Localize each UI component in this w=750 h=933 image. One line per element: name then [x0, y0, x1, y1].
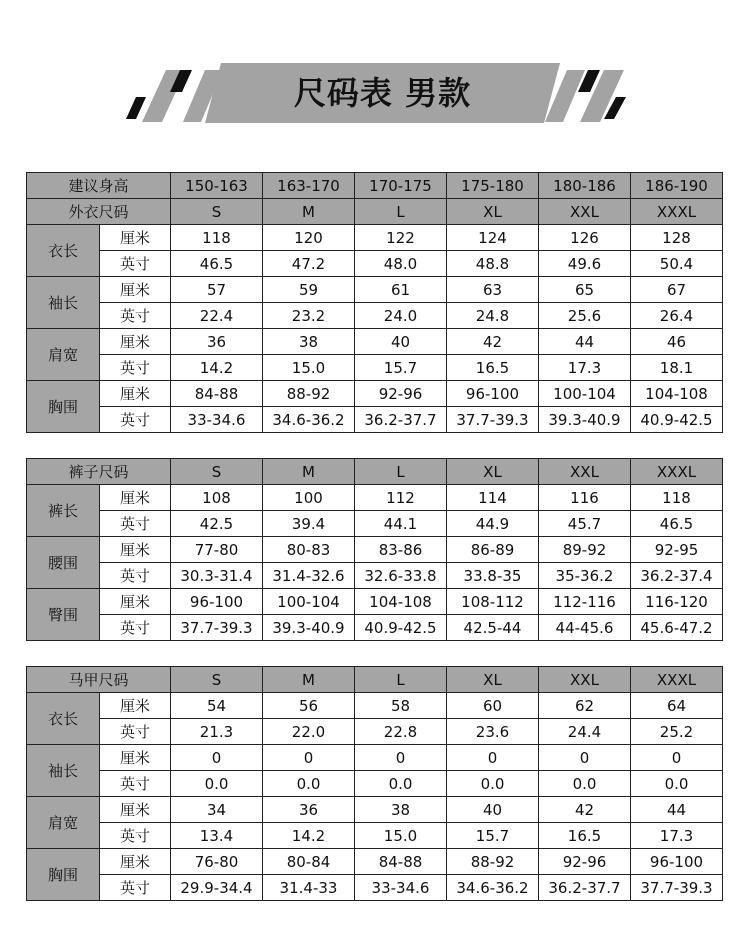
size-value: 65 — [539, 277, 631, 303]
size-value: 0 — [355, 745, 447, 771]
size-value: 92-95 — [631, 537, 723, 563]
pants-size-table — [26, 458, 723, 641]
unit-label: 厘米 — [100, 537, 171, 563]
unit-label: 厘米 — [100, 485, 171, 511]
size-value: 33-34.6 — [171, 407, 263, 433]
size-value: 23.2 — [263, 303, 355, 329]
table-row — [27, 407, 723, 433]
size-value: 24.0 — [355, 303, 447, 329]
size-value: 118 — [631, 485, 723, 511]
size-value: 49.6 — [539, 251, 631, 277]
size-value: 114 — [447, 485, 539, 511]
unit-label: 厘米 — [100, 693, 171, 719]
measurement-category: 胸围 — [27, 381, 100, 433]
header-cell: 170-175 — [355, 173, 447, 199]
header-cell: XXL — [539, 459, 631, 485]
size-value: 25.6 — [539, 303, 631, 329]
measurement-category: 衣长 — [27, 225, 100, 277]
table-row — [27, 251, 723, 277]
measurement-category: 衣长 — [27, 693, 100, 745]
unit-label: 英寸 — [100, 875, 171, 901]
size-value: 84-88 — [355, 849, 447, 875]
size-value: 100-104 — [263, 589, 355, 615]
size-value: 122 — [355, 225, 447, 251]
size-value: 112-116 — [539, 589, 631, 615]
header-cell: XXXL — [631, 459, 723, 485]
header-row — [27, 667, 723, 693]
measurement-category: 胸围 — [27, 849, 100, 901]
size-value: 48.8 — [447, 251, 539, 277]
size-value: 30.3-31.4 — [171, 563, 263, 589]
table-row — [27, 771, 723, 797]
size-value: 37.7-39.3 — [447, 407, 539, 433]
size-value: 46.5 — [631, 511, 723, 537]
size-value: 116 — [539, 485, 631, 511]
size-value: 0.0 — [171, 771, 263, 797]
table-row — [27, 329, 723, 355]
size-value: 0.0 — [447, 771, 539, 797]
header-row — [27, 459, 723, 485]
measurement-category: 肩宽 — [27, 329, 100, 381]
size-value: 83-86 — [355, 537, 447, 563]
header-cell: 150-163 — [171, 173, 263, 199]
size-value: 80-83 — [263, 537, 355, 563]
unit-label: 英寸 — [100, 511, 171, 537]
size-value: 42 — [539, 797, 631, 823]
size-value: 54 — [171, 693, 263, 719]
size-value: 39.3-40.9 — [263, 615, 355, 641]
header-cell: XXL — [539, 199, 631, 225]
size-value: 104-108 — [355, 589, 447, 615]
size-value: 56 — [263, 693, 355, 719]
measurement-category: 腰围 — [27, 537, 100, 589]
header-cell: M — [263, 459, 355, 485]
size-value: 48.0 — [355, 251, 447, 277]
size-value: 0.0 — [355, 771, 447, 797]
size-value: 33-34.6 — [355, 875, 447, 901]
size-value: 88-92 — [263, 381, 355, 407]
header-cell: XL — [447, 199, 539, 225]
header-cell: 175-180 — [447, 173, 539, 199]
size-value: 0.0 — [263, 771, 355, 797]
size-value: 67 — [631, 277, 723, 303]
size-value: 16.5 — [539, 823, 631, 849]
size-value: 96-100 — [447, 381, 539, 407]
measurement-category: 袖长 — [27, 277, 100, 329]
measurement-category: 裤长 — [27, 485, 100, 537]
size-value: 120 — [263, 225, 355, 251]
size-value: 29.9-34.4 — [171, 875, 263, 901]
size-value: 0 — [447, 745, 539, 771]
table-row — [27, 823, 723, 849]
table-row — [27, 225, 723, 251]
size-value: 46.5 — [171, 251, 263, 277]
header-cell: XL — [447, 459, 539, 485]
unit-label: 英寸 — [100, 251, 171, 277]
size-value: 89-92 — [539, 537, 631, 563]
size-value: 16.5 — [447, 355, 539, 381]
header-cell: S — [171, 459, 263, 485]
table-row — [27, 745, 723, 771]
size-value: 44 — [631, 797, 723, 823]
table-row — [27, 303, 723, 329]
size-value: 21.3 — [171, 719, 263, 745]
size-value: 104-108 — [631, 381, 723, 407]
measurement-category: 袖长 — [27, 745, 100, 797]
header-label: 马甲尺码 — [27, 667, 171, 693]
size-value: 80-84 — [263, 849, 355, 875]
header-cell: XL — [447, 667, 539, 693]
size-value: 36 — [171, 329, 263, 355]
unit-label: 英寸 — [100, 823, 171, 849]
unit-label: 厘米 — [100, 329, 171, 355]
size-value: 36 — [263, 797, 355, 823]
size-value: 58 — [355, 693, 447, 719]
table-row — [27, 719, 723, 745]
table-row — [27, 355, 723, 381]
size-value: 46 — [631, 329, 723, 355]
header-cell: L — [355, 199, 447, 225]
size-value: 40 — [355, 329, 447, 355]
table-row — [27, 849, 723, 875]
size-value: 14.2 — [171, 355, 263, 381]
size-value: 39.3-40.9 — [539, 407, 631, 433]
size-value: 15.7 — [447, 823, 539, 849]
size-value: 118 — [171, 225, 263, 251]
table-row — [27, 511, 723, 537]
size-value: 50.4 — [631, 251, 723, 277]
size-value: 112 — [355, 485, 447, 511]
size-value: 24.8 — [447, 303, 539, 329]
header-cell: 163-170 — [263, 173, 355, 199]
size-value: 15.0 — [263, 355, 355, 381]
size-value: 37.7-39.3 — [171, 615, 263, 641]
size-value: 14.2 — [263, 823, 355, 849]
size-value: 15.0 — [355, 823, 447, 849]
table-row — [27, 797, 723, 823]
table-row — [27, 485, 723, 511]
size-value: 44-45.6 — [539, 615, 631, 641]
unit-label: 厘米 — [100, 745, 171, 771]
size-value: 31.4-33 — [263, 875, 355, 901]
size-value: 34 — [171, 797, 263, 823]
size-value: 86-89 — [447, 537, 539, 563]
unit-label: 厘米 — [100, 589, 171, 615]
size-value: 57 — [171, 277, 263, 303]
size-value: 33.8-35 — [447, 563, 539, 589]
size-value: 124 — [447, 225, 539, 251]
size-value: 17.3 — [539, 355, 631, 381]
size-value: 26.4 — [631, 303, 723, 329]
size-value: 37.7-39.3 — [631, 875, 723, 901]
size-value: 42.5 — [171, 511, 263, 537]
header-row — [27, 199, 723, 225]
unit-label: 厘米 — [100, 381, 171, 407]
size-value: 0.0 — [539, 771, 631, 797]
size-value: 92-96 — [355, 381, 447, 407]
unit-label: 厘米 — [100, 849, 171, 875]
header-cell: L — [355, 667, 447, 693]
size-value: 23.6 — [447, 719, 539, 745]
size-value: 22.8 — [355, 719, 447, 745]
size-value: 42.5-44 — [447, 615, 539, 641]
size-value: 63 — [447, 277, 539, 303]
unit-label: 厘米 — [100, 277, 171, 303]
header-cell: XXL — [539, 667, 631, 693]
size-value: 77-80 — [171, 537, 263, 563]
measurement-category: 肩宽 — [27, 797, 100, 849]
size-value: 34.6-36.2 — [263, 407, 355, 433]
size-value: 18.1 — [631, 355, 723, 381]
header-cell: 186-190 — [631, 173, 723, 199]
size-value: 38 — [263, 329, 355, 355]
size-value: 61 — [355, 277, 447, 303]
size-value: 39.4 — [263, 511, 355, 537]
header-cell: XXXL — [631, 199, 723, 225]
size-value: 100 — [263, 485, 355, 511]
size-value: 84-88 — [171, 381, 263, 407]
size-value: 62 — [539, 693, 631, 719]
header-cell: M — [263, 199, 355, 225]
size-value: 59 — [263, 277, 355, 303]
unit-label: 英寸 — [100, 615, 171, 641]
size-value: 15.7 — [355, 355, 447, 381]
unit-label: 英寸 — [100, 355, 171, 381]
size-value: 92-96 — [539, 849, 631, 875]
unit-label: 厘米 — [100, 225, 171, 251]
size-value: 45.6-47.2 — [631, 615, 723, 641]
size-value: 0 — [171, 745, 263, 771]
table-row — [27, 589, 723, 615]
size-value: 126 — [539, 225, 631, 251]
size-value: 108 — [171, 485, 263, 511]
header-cell: L — [355, 459, 447, 485]
size-value: 116-120 — [631, 589, 723, 615]
size-value: 36.2-37.7 — [355, 407, 447, 433]
table-row — [27, 277, 723, 303]
size-value: 44 — [539, 329, 631, 355]
size-value: 40.9-42.5 — [355, 615, 447, 641]
header-label: 外衣尺码 — [27, 199, 171, 225]
size-value: 88-92 — [447, 849, 539, 875]
size-value: 36.2-37.7 — [539, 875, 631, 901]
title-banner — [0, 0, 750, 140]
unit-label: 厘米 — [100, 797, 171, 823]
size-value: 96-100 — [631, 849, 723, 875]
size-value: 60 — [447, 693, 539, 719]
size-value: 0 — [539, 745, 631, 771]
left-stripe-dark-1 — [126, 97, 146, 119]
size-value: 35-36.2 — [539, 563, 631, 589]
size-value: 47.2 — [263, 251, 355, 277]
header-row — [27, 173, 723, 199]
header-cell: S — [171, 667, 263, 693]
unit-label: 英寸 — [100, 771, 171, 797]
size-value: 22.0 — [263, 719, 355, 745]
size-value: 17.3 — [631, 823, 723, 849]
size-value: 31.4-32.6 — [263, 563, 355, 589]
header-cell: XXXL — [631, 667, 723, 693]
size-value: 34.6-36.2 — [447, 875, 539, 901]
size-value: 44.9 — [447, 511, 539, 537]
header-cell: 180-186 — [539, 173, 631, 199]
size-value: 128 — [631, 225, 723, 251]
size-value: 40 — [447, 797, 539, 823]
size-value: 38 — [355, 797, 447, 823]
size-value: 24.4 — [539, 719, 631, 745]
size-value: 76-80 — [171, 849, 263, 875]
unit-label: 英寸 — [100, 407, 171, 433]
measurement-category: 臀围 — [27, 589, 100, 641]
size-value: 32.6-33.8 — [355, 563, 447, 589]
unit-label: 英寸 — [100, 303, 171, 329]
header-cell: M — [263, 667, 355, 693]
size-value: 22.4 — [171, 303, 263, 329]
jacket-size-table — [26, 172, 723, 433]
header-label: 建议身高 — [27, 173, 171, 199]
unit-label: 英寸 — [100, 563, 171, 589]
size-value: 40.9-42.5 — [631, 407, 723, 433]
table-row — [27, 693, 723, 719]
page-title: 尺码表 男款 — [293, 74, 472, 112]
size-value: 108-112 — [447, 589, 539, 615]
size-value: 64 — [631, 693, 723, 719]
size-value: 44.1 — [355, 511, 447, 537]
header-cell: S — [171, 199, 263, 225]
table-row — [27, 615, 723, 641]
header-label: 裤子尺码 — [27, 459, 171, 485]
size-value: 45.7 — [539, 511, 631, 537]
size-value: 96-100 — [171, 589, 263, 615]
size-value: 0 — [263, 745, 355, 771]
vest-size-table — [26, 666, 723, 901]
table-row — [27, 537, 723, 563]
size-value: 42 — [447, 329, 539, 355]
size-value: 25.2 — [631, 719, 723, 745]
size-value: 100-104 — [539, 381, 631, 407]
size-value: 36.2-37.4 — [631, 563, 723, 589]
unit-label: 英寸 — [100, 719, 171, 745]
table-row — [27, 563, 723, 589]
table-row — [27, 381, 723, 407]
size-value: 0 — [631, 745, 723, 771]
size-value: 0.0 — [631, 771, 723, 797]
table-row — [27, 875, 723, 901]
size-value: 13.4 — [171, 823, 263, 849]
